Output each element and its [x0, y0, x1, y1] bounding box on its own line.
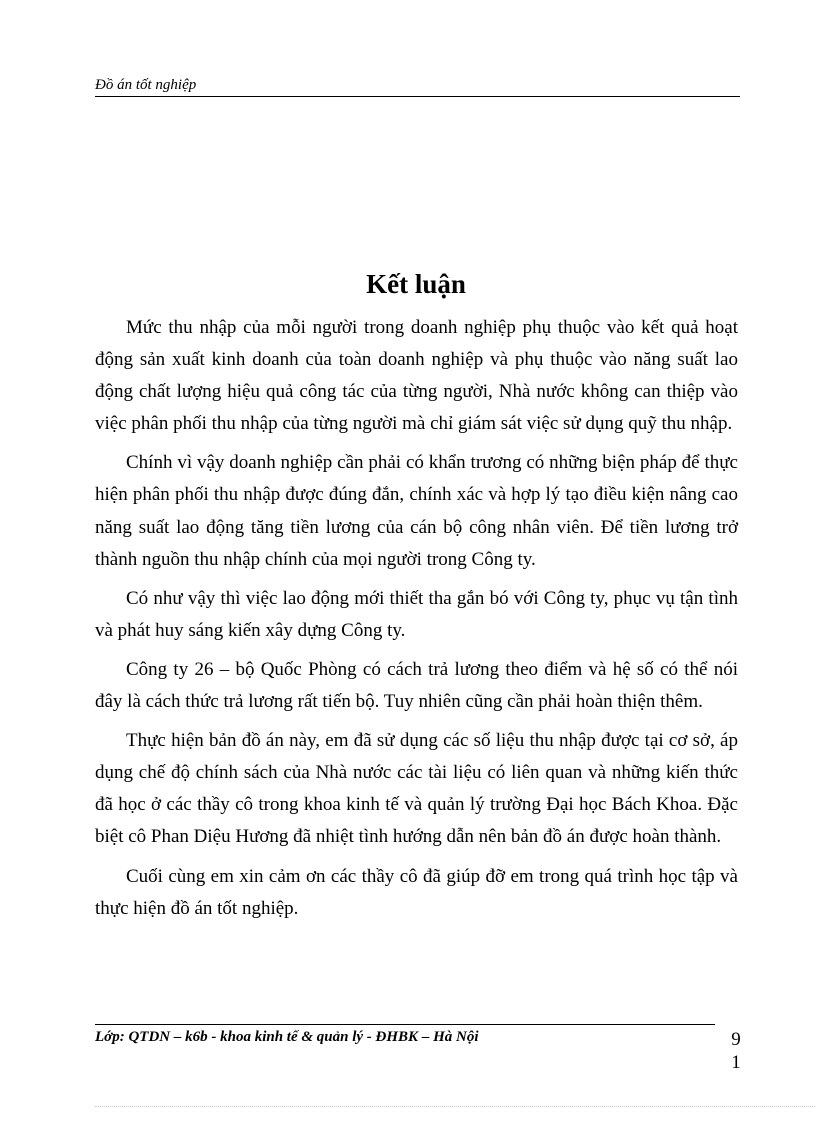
page-number-digit: 1	[731, 1052, 741, 1073]
paragraph: Có như vậy thì việc lao động mới thiết tha gắn bó với Công ty, phục vụ tận tình và phát huy sáng kiến xây dựng Công ty.	[95, 587, 738, 641]
page-header	[95, 76, 740, 97]
paragraph: Mức thu nhập của mỗi người trong doanh nghiệp phụ thuộc vào kết quả hoạt động sản xuất kinh doanh của toàn doanh nghiệp và phụ thuộc vào năng suất lao động chất lượng hiệu quả công tác của từng người, Nhà nước không can thiệp vào việc phân phối thu nhập của từng người mà chỉ giám sát việc sử dụng quỹ thu nhập.	[95, 317, 738, 435]
page-number-digit: 9	[731, 1029, 741, 1050]
page-boundary	[95, 1106, 815, 1107]
paragraph: Công ty 26 – bộ Quốc Phòng có cách trả lương theo điểm và hệ số có thể nói đây là cách thức trả lương rất tiến bộ. Tuy nhiên cũng cần phải hoàn thiện thêm.	[95, 658, 738, 713]
footer-divider	[95, 1024, 715, 1025]
page-number	[729, 1028, 743, 1074]
paragraph: Cuối cùng em xin cảm ơn các thầy cô đã giúp đỡ em trong quá trình học tập và thực hiện đồ án tốt nghiệp.	[95, 865, 738, 919]
header-text: Đồ án tốt nghiệp	[95, 77, 197, 93]
paragraph: Chính vì vậy doanh nghiệp cần phải có khẩn trương có những biện pháp để thực hiện phân phối thu nhập được đúng đắn, chính xác và hợp lý tạo điều kiện nâng cao năng suất lao động tăng tiền lương của cán bộ công nhân viên. Để tiền lương trở thành nguồn thu nhập chính của mọi người trong Công ty.	[95, 452, 738, 570]
footer-text: Lớp: QTDN – k6b - khoa kinh tế & quản lý - ĐHBK – Hà Nội	[95, 1029, 479, 1045]
document-body	[95, 312, 738, 925]
paragraph: Thực hiện bản đồ án này, em đã sử dụng các số liệu thu nhập được tại cơ sở, áp dụng chế độ chính sách của Nhà nước các tài liệu có liên quan và những kiến thức đã học ở các thầy cô trong khoa kinh tế và quản lý trường Đại học Bách Khoa. Đặc biệt cô Phan Diệu Hương đã nhiệt tình hướng dẫn nên bản đồ án được hoàn thành.	[95, 730, 738, 848]
page-title: Kết luận	[366, 269, 466, 299]
